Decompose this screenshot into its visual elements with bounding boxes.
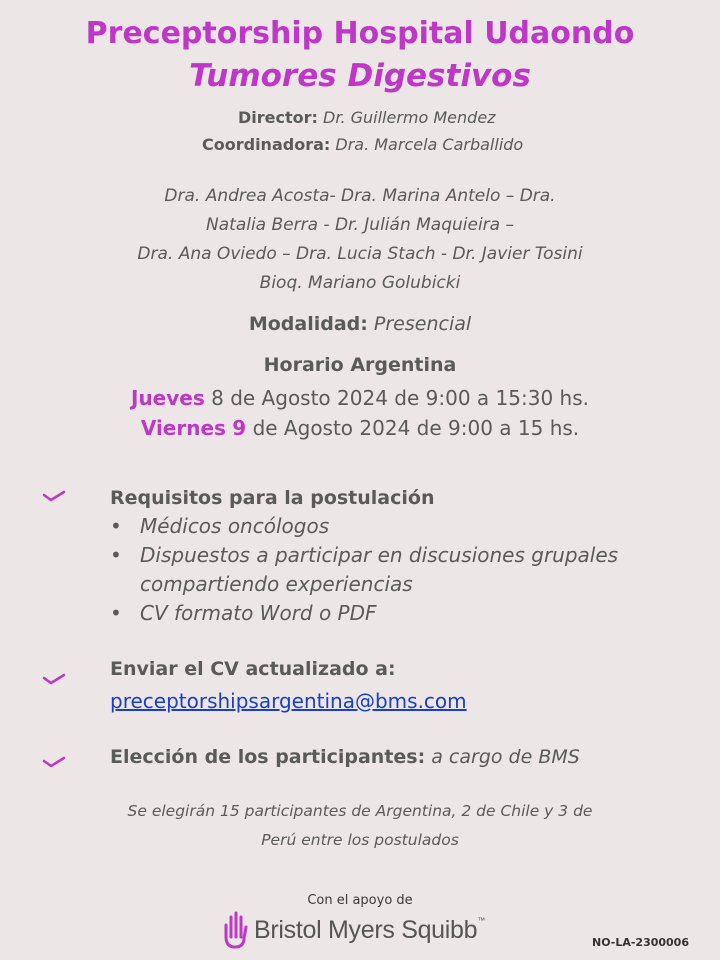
list-item-text: Dispuestos a participar en discusiones grupales compartiendo experiencias [140,543,619,596]
note-line: Se elegirán 15 participantes de Argentina, 2 de Chile y 3 de [127,802,593,820]
coordinator-line [202,135,523,154]
checkmark-icon [42,672,66,686]
support-text: Con el apoyo de [307,893,413,908]
modalidad-line [0,313,720,335]
email-link[interactable]: preceptorshipsargentina@bms.com [110,689,467,713]
date-line-1 [0,386,720,410]
modalidad-value: Presencial [373,313,472,335]
list-item-text: CV formato Word o PDF [140,601,377,625]
date-num: 8 [211,386,224,410]
team-line: Bioq. Mariano Golubicki [259,273,461,293]
coordinator-label: Coordinadora: [202,135,331,154]
bms-hand-icon [222,911,248,949]
checkmark-icon [42,755,66,769]
requisitos-list [110,512,690,628]
bms-logo [222,911,485,949]
eleccion-label: Elección de los participantes: [110,746,426,768]
selection-note [0,797,720,855]
bullet-icon: • [110,514,122,538]
horario-title: Horario Argentina [263,354,457,376]
note-line: Perú entre los postulados [261,831,459,849]
list-item [110,599,690,628]
checkmark-icon [42,489,66,503]
list-item [110,541,690,599]
director-name: Dr. Guillermo Mendez [323,108,496,127]
modalidad-label: Modalidad: [248,313,368,335]
eleccion-value: a cargo de BMS [431,746,580,768]
director-line [238,108,496,127]
team-line: Dra. Andrea Acosta- Dra. Marina Antelo – Dra. [164,186,556,206]
requisitos-title: Requisitos para la postulación [110,487,435,509]
date-num: 9 [232,416,247,440]
team-line: Natalia Berra - Dr. Julián Maquieira – [206,215,514,235]
envio-title: Enviar el CV actualizado a: [110,658,396,680]
page-subtitle: Tumores Digestivos [189,58,531,94]
team-list [0,182,720,298]
date-day: Viernes [140,416,226,440]
director-label: Director: [238,108,318,127]
page-title: Preceptorship Hospital Udaondo [85,16,635,51]
document-code: NO-LA-2300006 [592,936,689,949]
date-rest: de Agosto 2024 de 9:00 a 15 hs. [252,416,580,440]
logo-text: Bristol Myers Squibb™ [254,915,485,944]
team-line: Dra. Ana Oviedo – Dra. Lucia Stach - Dr. Javier Tosini [137,244,583,264]
eleccion-line [110,746,580,768]
list-item-text: Médicos oncólogos [140,514,330,538]
bullet-icon: • [110,601,122,625]
list-item [110,512,690,541]
date-line-2 [0,416,720,440]
bullet-icon: • [110,543,122,567]
date-rest: de Agosto 2024 de 9:00 a 15:30 hs. [230,386,589,410]
coordinator-name: Dra. Marcela Carballido [335,135,524,154]
date-day: Jueves [131,386,205,410]
